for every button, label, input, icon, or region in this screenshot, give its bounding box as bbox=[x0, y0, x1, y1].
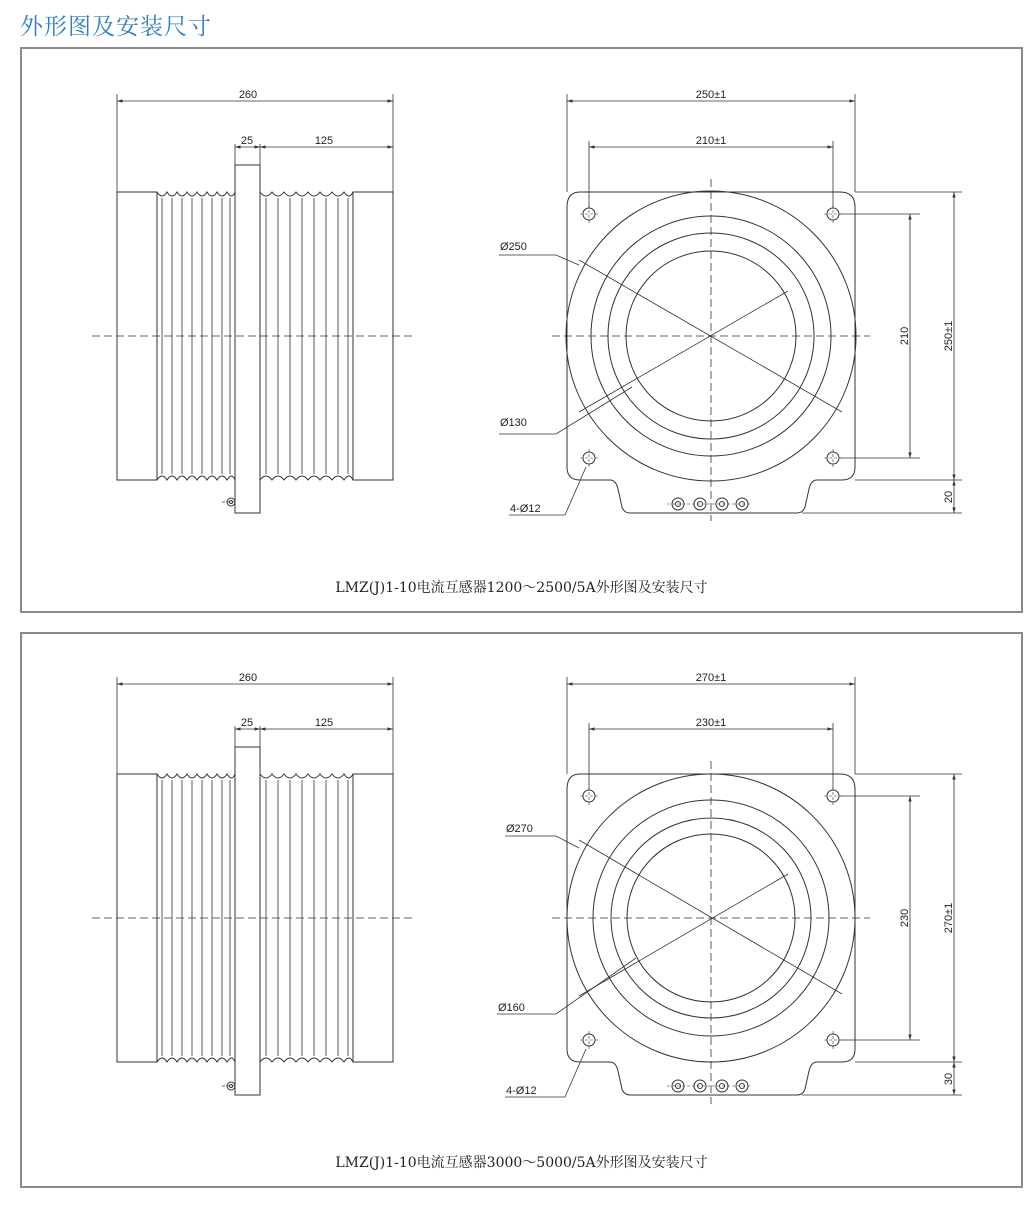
dim-hole-spacing-h: 230±1 bbox=[695, 717, 727, 729]
side-dimensions bbox=[117, 677, 393, 774]
front-view bbox=[552, 761, 870, 1104]
page-title: 外形图及安装尺寸 bbox=[20, 14, 212, 40]
side-dimensions bbox=[117, 94, 393, 192]
dim-hole-spacing-v: 210 bbox=[899, 326, 911, 346]
drawing-caption-2: LMZ(J)1-10电流互感器3000～5000/5A外形图及安装尺寸 bbox=[335, 1155, 708, 1171]
technical-drawing-2 bbox=[22, 634, 1025, 1190]
side-view bbox=[92, 747, 414, 1095]
drawing-panel-2 bbox=[20, 632, 1023, 1188]
dim-right-section: 125 bbox=[314, 135, 334, 147]
dim-outer-diameter: Ø250 bbox=[500, 241, 527, 253]
drawing-caption-1: LMZ(J)1-10电流互感器1200～2500/5A外形图及安装尺寸 bbox=[335, 580, 708, 596]
dim-right-section: 125 bbox=[314, 717, 334, 729]
dim-outer-diameter: Ø270 bbox=[506, 823, 533, 835]
dim-holes: 4-Ø12 bbox=[506, 1085, 537, 1097]
dim-outer-height: 250±1 bbox=[943, 320, 955, 352]
dim-inner-diameter: Ø160 bbox=[498, 1002, 525, 1014]
dim-holes: 4-Ø12 bbox=[510, 503, 541, 515]
side-view bbox=[92, 165, 414, 513]
front-view bbox=[552, 179, 870, 521]
dim-hole-spacing-h: 210±1 bbox=[695, 135, 727, 147]
dim-inner-diameter: Ø130 bbox=[500, 417, 527, 429]
dim-flange-thickness: 25 bbox=[240, 717, 254, 729]
dim-flange-thickness: 25 bbox=[240, 135, 254, 147]
dim-base-height: 20 bbox=[943, 490, 955, 504]
dim-overall-length: 260 bbox=[238, 672, 258, 684]
dim-outer-height: 270±1 bbox=[943, 902, 955, 934]
dim-hole-spacing-v: 230 bbox=[899, 908, 911, 928]
drawing-panel-1 bbox=[20, 47, 1023, 613]
dim-outer-width: 250±1 bbox=[695, 89, 727, 101]
dim-outer-width: 270±1 bbox=[695, 672, 727, 684]
technical-drawing-1 bbox=[22, 49, 1025, 615]
dim-overall-length: 260 bbox=[238, 89, 258, 101]
dim-base-height: 30 bbox=[943, 1072, 955, 1086]
front-dimensions bbox=[499, 94, 962, 515]
